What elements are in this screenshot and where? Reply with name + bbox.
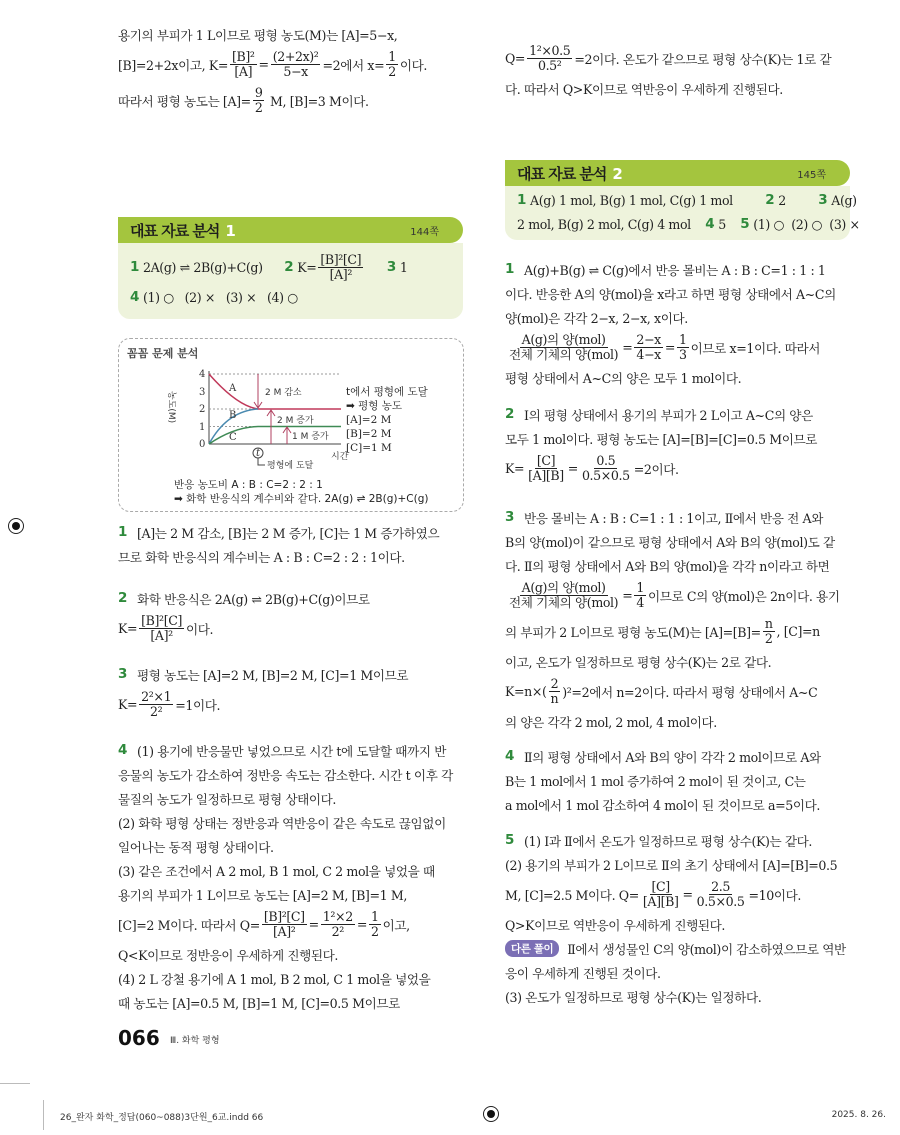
- text: =: [682, 886, 693, 902]
- text: 2: [778, 192, 819, 208]
- text-line: [505, 505, 855, 529]
- text-line: [505, 852, 855, 876]
- fraction: [526, 454, 566, 483]
- text: (1) 용기에 반응물만 넣었으므로 시간 t에 도달할 때까지 반: [137, 743, 446, 759]
- y-tick-0: 0: [199, 439, 206, 450]
- text-line: [505, 365, 855, 389]
- graph-y-label: 농도(M): [166, 391, 176, 424]
- text-line: [505, 984, 855, 1008]
- leader-line: [258, 458, 265, 465]
- answer-number: 4: [118, 742, 127, 758]
- answer-number: 3: [505, 509, 514, 525]
- box1-number: 1: [225, 222, 235, 240]
- y-tick-2: 2: [199, 404, 206, 415]
- registration-mark-icon: [8, 518, 24, 534]
- text-line: [505, 613, 855, 649]
- answer-number: 1: [130, 259, 139, 275]
- text: 일어나는 동적 평형 상태이다.: [118, 839, 274, 855]
- conclusion-line: ➡ 화학 반응식의 계수비와 같다. 2A(g) ⇌ 2B(g)+C(g): [174, 493, 429, 505]
- fraction: [271, 50, 321, 79]
- text: =: [567, 460, 578, 476]
- text-line: [505, 577, 855, 613]
- text: 이고,: [382, 917, 410, 933]
- text: K=: [505, 460, 525, 476]
- text-line: [505, 744, 855, 768]
- text-line: [118, 762, 468, 786]
- denominator: [A]²: [273, 923, 296, 939]
- denominator: 2²: [331, 923, 344, 939]
- analysis-conclusion: [174, 478, 428, 506]
- text: 용기의 부피가 1 L이므로 농도는 [A]=2 M, [B]=1 M,: [118, 887, 407, 903]
- text: K=n×(: [505, 683, 547, 699]
- numerator: 1: [678, 331, 687, 347]
- left-answer-1: [118, 520, 468, 568]
- text-line: [118, 990, 468, 1014]
- right-answer-2: [505, 402, 855, 486]
- answer-number: 3: [386, 259, 396, 275]
- box2-answers: [505, 186, 860, 240]
- fraction: [139, 690, 173, 719]
- text: 이고, 온도가 일정하므로 평형 상수(K)는 2로 같다.: [505, 654, 772, 670]
- text: 2 mol, B(g) 2 mol, C(g) 4 mol: [517, 216, 706, 232]
- numerator: 2: [550, 675, 559, 691]
- text: =2이다. 온도가 같으므로 평형 상수(K)는 1로 같: [574, 51, 832, 67]
- text: Ⅰ의 평형 상태에서 용기의 부피가 2 L이고 A~C의 양은: [524, 407, 813, 423]
- text: (4) 2 L 강철 용기에 A 1 mol, B 2 mol, C 1 mol을 넣었을: [118, 971, 431, 987]
- fraction: [677, 333, 689, 362]
- text: a mol에서 1 mol 감소하여 4 mol이 된 것이므로 a=5이다.: [505, 797, 821, 813]
- text: B의 양(mol)이 같으므로 평형 상태에서 A와 B의 양(mol)도 같: [505, 534, 835, 550]
- curve-label-C: C: [229, 432, 237, 443]
- numerator: 1²×2: [322, 908, 353, 924]
- denominator: [A]²: [329, 266, 352, 282]
- text: (3) 같은 조건에서 A 2 mol, B 1 mol, C 2 mol을 넣었을 때: [118, 863, 435, 879]
- text: 응물의 농도가 감소하여 정반응 속도는 감소한다. 시간 t 이후 각: [118, 767, 453, 783]
- text: 평형 농도는 [A]=2 M, [B]=2 M, [C]=1 M이므로: [137, 667, 409, 683]
- text: 1: [399, 259, 408, 275]
- text: (3) 온도가 일정하므로 평형 상수(K)는 일정하다.: [505, 989, 762, 1005]
- fraction: [369, 910, 381, 939]
- text: Q>K이므로 역반응이 우세하게 진행된다.: [505, 917, 725, 933]
- text-line: [505, 402, 855, 426]
- analysis-tag: 꼼꼼 문제 분석: [127, 347, 199, 360]
- text-line: [130, 285, 451, 309]
- text-line: [118, 738, 468, 762]
- text: =2에서 x=: [322, 57, 385, 73]
- fraction: [262, 910, 307, 939]
- denominator: 4−x: [636, 346, 661, 362]
- text-line: [118, 662, 468, 686]
- text-line: [505, 450, 855, 486]
- y-tick-4: 4: [199, 369, 206, 380]
- box2-header: [505, 160, 850, 186]
- text: 의 부피가 2 L이므로 평형 농도(M)는 [A]=[B]=: [505, 624, 761, 640]
- text-line: [505, 936, 855, 960]
- text: =: [622, 587, 633, 603]
- numerator: [C]: [536, 452, 556, 468]
- answer-number: 4: [505, 748, 514, 764]
- text: Q<K이므로 정반응이 우세하게 진행된다.: [118, 947, 338, 963]
- right-intro-paragraph: [505, 40, 855, 100]
- denominator: 5−x: [283, 63, 308, 79]
- text: (2) 화학 평형 상태는 정반응과 역반응이 같은 속도로 끊임없이: [118, 815, 446, 831]
- text: Ⅱ에서 생성물인 C의 양(mol)이 감소하였으므로 역반: [567, 941, 846, 957]
- numerator: 1²×0.5: [529, 42, 571, 58]
- text: 반응 몰비는 A : B : C=1 : 1 : 1이고, Ⅱ에서 반응 전 A와: [524, 510, 824, 526]
- crop-mark: [0, 1083, 30, 1084]
- text-line: [118, 966, 468, 990]
- curve-label-A: A: [229, 383, 237, 394]
- text: 이다.: [399, 57, 427, 73]
- text-line: [505, 649, 855, 673]
- denominator: n: [550, 690, 559, 706]
- text: 양(mol)은 각각 2−x, 2−x, x이다.: [505, 310, 688, 326]
- print-date: 2025. 8. 26.: [831, 1110, 886, 1120]
- text: 화학 반응식은 2A(g) ⇌ 2B(g)+C(g)이므로: [137, 591, 370, 607]
- text: M, [B]=3 M이다.: [266, 93, 369, 109]
- fraction: [230, 50, 257, 79]
- text-line: [505, 960, 855, 984]
- text-line: [130, 249, 451, 285]
- numerator: n: [764, 615, 773, 631]
- text-line: [118, 942, 468, 966]
- denominator: 3: [678, 346, 687, 362]
- fraction: [507, 333, 620, 362]
- numerator: 1: [388, 48, 396, 64]
- conclusion-line: 반응 농도비 A : B : C=2 : 2 : 1: [174, 479, 323, 491]
- denominator: 2²: [150, 703, 163, 719]
- text: (2) 용기의 부피가 2 L이므로 Ⅱ의 초기 상태에서 [A]=[B]=0.5: [505, 857, 838, 873]
- text: A(g): [831, 192, 857, 208]
- text-line: [505, 257, 855, 281]
- text: 모두 1 mol이다. 평형 농도는 [A]=[B]=[C]=0.5 M이므로: [505, 431, 818, 447]
- text-line: [118, 882, 468, 906]
- fraction: [695, 880, 747, 909]
- numerator: 2²×1: [141, 688, 172, 704]
- file-slug: 26_완자 화학_정답(060~088)3단원_6교.indd 66: [60, 1113, 264, 1123]
- answer-number: 5: [505, 832, 514, 848]
- numerator: [B]²: [232, 48, 255, 64]
- answer-number: 1: [505, 261, 514, 277]
- text-line: [505, 912, 855, 936]
- box1-answers: [118, 243, 463, 319]
- text: 물질의 농도가 일정하므로 평형 상태이다.: [118, 791, 337, 807]
- text: 용기의 부피가 1 L이므로 평형 농도(M)는 [A]=5−x,: [118, 27, 398, 43]
- numerator: [C]: [651, 878, 670, 894]
- numerator: 1: [636, 579, 644, 595]
- text: 응이 우세하게 진행된 것이다.: [505, 965, 661, 981]
- answer-number: 2: [118, 590, 127, 606]
- text-line: [118, 544, 468, 568]
- fraction: [580, 454, 632, 483]
- numerator: 1: [370, 908, 379, 924]
- note-line: ➡ 평형 농도: [346, 400, 403, 412]
- note-line: [A]=2 M: [346, 414, 392, 426]
- text-line: [505, 76, 855, 100]
- fraction: [386, 50, 398, 79]
- fraction: [507, 581, 620, 610]
- note-line: [B]=2 M: [346, 428, 392, 440]
- text: , [C]=n: [776, 623, 820, 639]
- text-line: [118, 610, 468, 646]
- text-line: [517, 212, 860, 236]
- numerator: 0.5: [596, 452, 616, 468]
- answer-number: 4: [705, 216, 715, 232]
- reach-label: 평형에 도달: [267, 461, 314, 471]
- text: 이다. 반응한 A의 양(mol)을 x라고 하면 평형 상태에서 A~C의: [505, 286, 836, 302]
- text: Ⅱ의 평형 상태에서 A와 B의 양이 각각 2 mol이므로 A와: [524, 749, 821, 765]
- box2-number: 2: [612, 165, 622, 183]
- denominator: 전체 기체의 양(mol): [509, 594, 619, 610]
- text: 의 양은 각각 2 mol, 2 mol, 4 mol이다.: [505, 714, 717, 730]
- text: 다. 따라서 Q>K이므로 역반응이 우세하게 진행된다.: [505, 81, 783, 97]
- denominator: 0.5²: [537, 57, 562, 73]
- answer-number: 1: [118, 524, 127, 540]
- numerator: [B]²[C]: [141, 612, 182, 628]
- denominator: [A]: [234, 63, 253, 79]
- curve-label-B: B: [229, 410, 237, 421]
- text-line: [505, 876, 855, 912]
- text: 다. Ⅱ의 평형 상태에서 A와 B의 양(mol)을 각각 n이라고 하면: [505, 558, 830, 574]
- text: (1) Ⅰ과 Ⅱ에서 온도가 일정하므로 평형 상수(K)는 같다.: [524, 833, 813, 849]
- denominator: [A][B]: [642, 893, 679, 909]
- box2-title: 대표 자료 분석: [517, 165, 607, 183]
- fraction: [527, 44, 572, 73]
- equilibrium-notes: [346, 385, 428, 455]
- answer-number: 2: [284, 259, 294, 275]
- text-line: [118, 786, 468, 810]
- text-line: [118, 810, 468, 834]
- left-intro-paragraph: [118, 22, 468, 118]
- registration-mark-icon: [483, 1106, 499, 1122]
- text: 므로 화학 반응식의 계수비는 A : B : C=2 : 2 : 1이다.: [118, 549, 405, 565]
- numerator: 2.5: [711, 878, 730, 894]
- text: 따라서 평형 농도는 [A]=: [118, 93, 251, 109]
- text-line: [118, 834, 468, 858]
- text-line: [118, 586, 468, 610]
- text-line: [118, 46, 468, 82]
- denominator: 2: [388, 63, 396, 79]
- note-line: t에서 평형에 도달: [346, 386, 428, 398]
- answer-number: 2: [765, 192, 775, 208]
- text: [365, 260, 387, 275]
- text: [B]=2+2x이고, K=: [118, 57, 229, 73]
- text: )²=2에서 n=2이다. 따라서 평형 상태에서 A~C: [562, 684, 818, 700]
- left-answer-3: [118, 662, 468, 722]
- text: A(g) 1 mol, B(g) 1 mol, C(g) 1 mol: [530, 192, 766, 208]
- fraction: [634, 333, 662, 362]
- text: 때 농도는 [A]=0.5 M, [B]=1 M, [C]=0.5 M이므로: [118, 995, 400, 1011]
- text-line: [505, 329, 855, 365]
- denominator: 2: [764, 630, 773, 646]
- fraction: [139, 614, 184, 643]
- numerator: [B]²[C]: [263, 908, 305, 924]
- fraction: [549, 677, 561, 706]
- numerator: A(g)의 양(mol): [521, 331, 606, 347]
- arrow-label-increase-C: 1 M 증가: [292, 432, 329, 442]
- text-line: [505, 792, 855, 816]
- text-line: [517, 188, 857, 212]
- text: 이다.: [185, 621, 214, 637]
- denominator: [A]²: [150, 627, 173, 643]
- text-line: [505, 40, 855, 76]
- text: (1) ○ (2) × (3) × (4) ○: [143, 289, 298, 305]
- fraction: [641, 880, 681, 909]
- answer-number: 4: [130, 289, 139, 305]
- box1-page-ref: 144쪽: [410, 227, 439, 238]
- text-line: [118, 520, 468, 544]
- fraction: [321, 910, 355, 939]
- text-line: [505, 553, 855, 577]
- text: =: [308, 916, 319, 932]
- x-axis-label: 시간: [331, 452, 349, 462]
- text: 이므로 x=1이다. 따라서: [690, 340, 820, 356]
- text-line: [505, 828, 855, 852]
- text-line: [505, 529, 855, 553]
- text: =: [622, 339, 633, 355]
- text-line: [118, 82, 468, 118]
- crop-mark: [43, 1100, 44, 1130]
- numerator: [B]²[C]: [320, 251, 362, 267]
- text-line: [505, 305, 855, 329]
- right-answer-3: [505, 505, 855, 733]
- text-line: [505, 673, 855, 709]
- numerator: (2+2x)²: [272, 48, 319, 64]
- text-line: [118, 906, 468, 942]
- arrow-label-decrease: 2 M 감소: [265, 388, 302, 398]
- numerator: 9: [254, 84, 263, 100]
- text: 5: [718, 216, 741, 232]
- text: M, [C]=2.5 M이다. Q=: [505, 887, 639, 903]
- alternate-solution-badge: 다른 풀이: [505, 940, 559, 957]
- text: K=: [118, 620, 138, 636]
- text: [C]=2 M이다. 따라서 Q=: [118, 917, 260, 933]
- text: =10이다.: [748, 887, 801, 903]
- numerator: A(g)의 양(mol): [521, 579, 606, 595]
- text: Q=: [505, 50, 526, 66]
- page-number: 066: [118, 1026, 160, 1050]
- denominator: 2: [254, 99, 263, 115]
- box1-title: 대표 자료 분석: [130, 222, 220, 240]
- right-answer-5: [505, 828, 855, 1008]
- fraction: [318, 253, 363, 282]
- note-line: [C]=1 M: [346, 442, 392, 454]
- text: 2A(g) ⇌ 2B(g)+C(g): [143, 259, 285, 275]
- y-tick-1: 1: [199, 422, 206, 433]
- text-line: [118, 22, 468, 46]
- denominator: 0.5×0.5: [581, 467, 630, 483]
- fraction: [763, 617, 775, 646]
- text: [A]는 2 M 감소, [B]는 2 M 증가, [C]는 1 M 증가하였으: [137, 525, 440, 541]
- answer-number: 3: [818, 192, 828, 208]
- text: K=: [118, 696, 138, 712]
- fraction: [634, 581, 646, 610]
- text-line: [118, 686, 468, 722]
- box2-page-ref: 145쪽: [797, 170, 826, 181]
- text-line: [505, 426, 855, 450]
- answer-number: 5: [740, 216, 750, 232]
- left-answer-4: [118, 738, 468, 1014]
- analysis-box: [118, 338, 464, 512]
- text: (1) ○ (2) ○ (3) ×: [753, 216, 860, 232]
- right-answer-4: [505, 744, 855, 816]
- text-line: [505, 709, 855, 733]
- denominator: 4: [636, 594, 644, 610]
- fraction: [253, 86, 265, 115]
- text-line: [505, 768, 855, 792]
- t-label: t: [256, 448, 261, 459]
- denominator: 0.5×0.5: [696, 893, 745, 909]
- text: =: [258, 56, 269, 72]
- text: =2이다.: [633, 461, 679, 477]
- numerator: 2−x: [636, 331, 661, 347]
- denominator: [A][B]: [528, 467, 564, 483]
- chapter-label: Ⅲ. 화학 평형: [170, 1036, 220, 1046]
- text: K=: [297, 259, 317, 275]
- text-line: [505, 281, 855, 305]
- text-line: [118, 858, 468, 882]
- denominator: 전체 기체의 양(mol): [509, 346, 619, 362]
- denominator: 2: [370, 923, 379, 939]
- text: B는 1 mol에서 1 mol 증가하여 2 mol이 된 것이고, C는: [505, 773, 806, 789]
- left-answer-2: [118, 586, 468, 646]
- right-answer-1: [505, 257, 855, 389]
- text: =1이다.: [175, 697, 221, 713]
- answer-number: 2: [505, 406, 514, 422]
- text: =: [356, 916, 367, 932]
- y-tick-3: 3: [199, 387, 206, 398]
- text: 평형 상태에서 A~C의 양은 모두 1 mol이다.: [505, 370, 742, 386]
- arrow-label-increase-B: 2 M 증가: [277, 416, 314, 426]
- text: 이므로 C의 양(mol)은 2n이다. 용기: [647, 588, 840, 604]
- text: A(g)+B(g) ⇌ C(g)에서 반응 몰비는 A : B : C=1 : 1 : 1: [524, 262, 826, 278]
- text: =: [664, 339, 675, 355]
- box1-header: [118, 217, 463, 243]
- answer-number: 3: [118, 666, 127, 682]
- answer-number: 1: [517, 192, 526, 208]
